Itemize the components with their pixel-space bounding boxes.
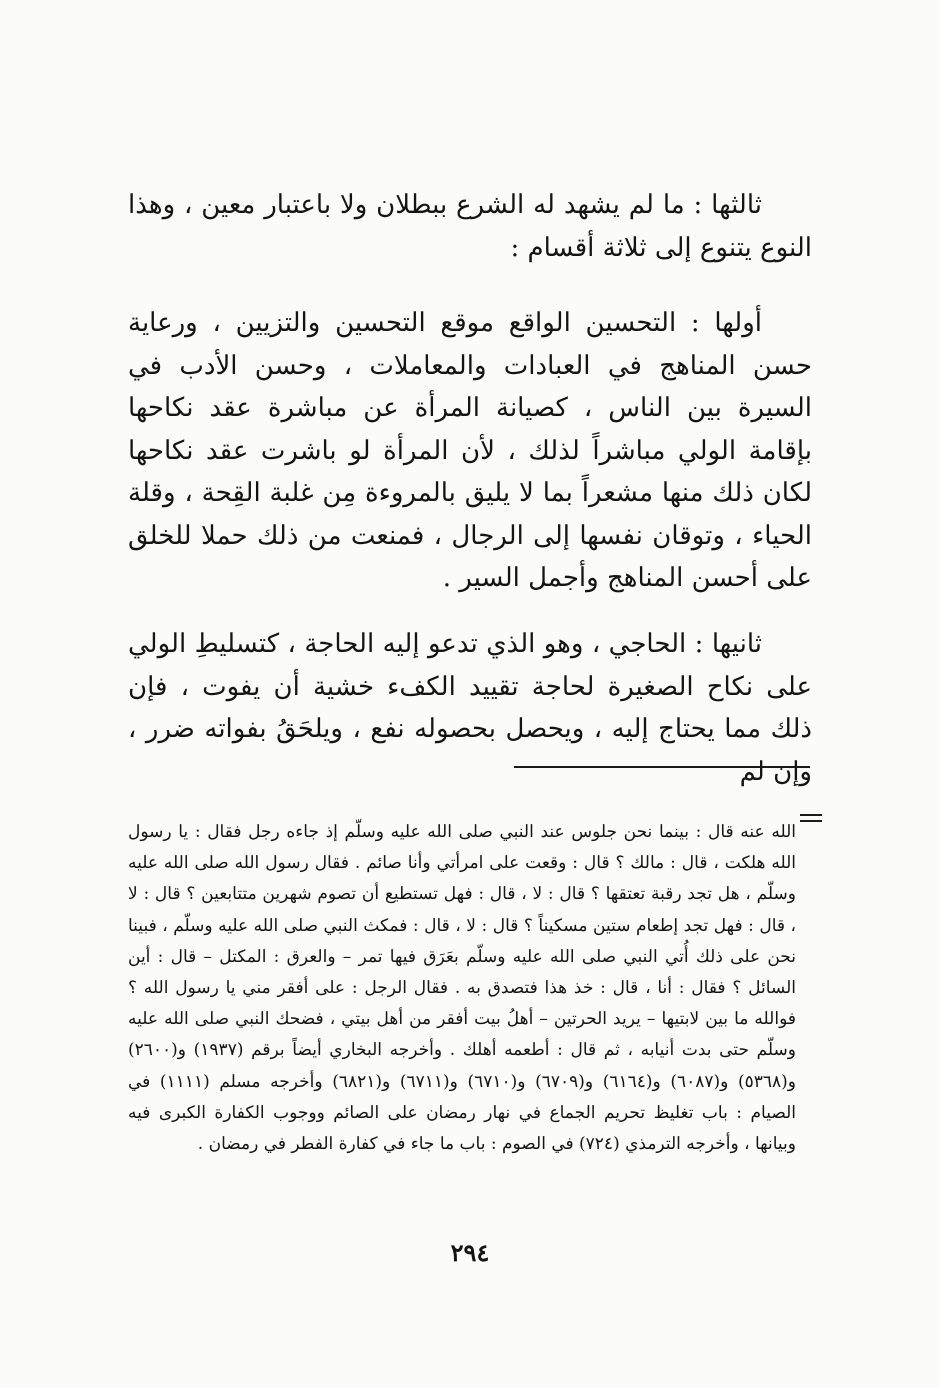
paragraph-third-category: ثالثها : ما لم يشهد له الشرع ببطلان ولا باعتبار معين ، وهذا النوع يتنوع إلى ثلاثة أقسام : bbox=[128, 190, 812, 263]
page-number: ٢٩٤ bbox=[450, 1238, 490, 1267]
footnote-continuation-mark bbox=[800, 814, 822, 824]
footnote-text: الله عنه قال : بينما نحن جلوس عند النبي صلى الله عليه وسلّم إذ جاءه رجل فقال : يا رسول الله هلكت ، قال : مالك ؟ قال : وقعت على امرأتي وأنا صائم . فقال رسول الله صلى الله عليه وسلّم ، هل تجد رقبة تعتقها ؟ قال : لا ، قال : فهل تستطيع أن تصوم شهرين متتابعين ؟ قال : لا ، قال : فهل تجد إطعام ستين مسكيناً ؟ قال : لا ، قال : فمكث النبي صلى الله عليه وسلّم ، فبينا نحن على ذلك أُتي النبي صلى الله عليه وسلّم بعَرَق فيها تمر – والعرق : المكتل – قال : أين السائل ؟ فقال : أنا ، قال : خذ هذا فتصدق به . فقال الرجل : على أفقر مني يا رسول الله ؟ فوالله ما بين لابتيها – يريد الحرتين – أهلُ بيت أفقر من أهل بيتي ، فضحك النبي صلى الله عليه وسلّم حتى بدت أنيابه ، ثم قال : أطعمه أهلك . وأخرجه البخاري أيضاً برقم (١٩٣٧) و(٢٦٠٠) و(٥٣٦٨) و(٦٠٨٧) و(٦١٦٤) و(٦٧٠٩) و(٦٧١٠) و(٦٧١١) و(٦٨٢١) وأخرجه مسلم (١١١١) في الصيام : باب تغليظ تحريم الجماع في نهار رمضان على الصائم ووجوب الكفارة الكبرى فيه وبيانها ، وأخرجه الترمذي (٧٢٤) في الصوم : باب ما جاء في كفارة الفطر في رمضان . bbox=[128, 822, 796, 1155]
paragraph-first-subtype: أولها : التحسين الواقع موقع التحسين والتزيين ، ورعاية حسن المناهج في العبادات والمعاملات ، وحسن الأدب في السيرة بين الناس ، كصيانة المرأة عن مباشرة عقد نكاحها بإقامة الولي مباشراً لذلك ، لأن المرأة لو باشرت عقد نكاحها لكان ذلك منها مشعراً بما لا يليق بالمروءة مِن غلبة القِحة ، وقلة الحياء ، وتوقان نفسها إلى الرجال ، فمنعت من ذلك حملا للخلق على أحسن المناهج وأجمل السير . bbox=[128, 308, 812, 593]
paragraph-second-subtype: ثانيها : الحاجي ، وهو الذي تدعو إليه الحاجة ، كتسليطِ الولي على نكاح الصغيرة لحاجة تقييد الكفء خشية أن يفوت ، فإن ذلك مما يحتاج إليه ، ويحصل بحصوله نفع ، ويلحَقُ بفواته ضرر ، وإن لم bbox=[128, 629, 812, 787]
footnote-separator bbox=[514, 766, 810, 768]
